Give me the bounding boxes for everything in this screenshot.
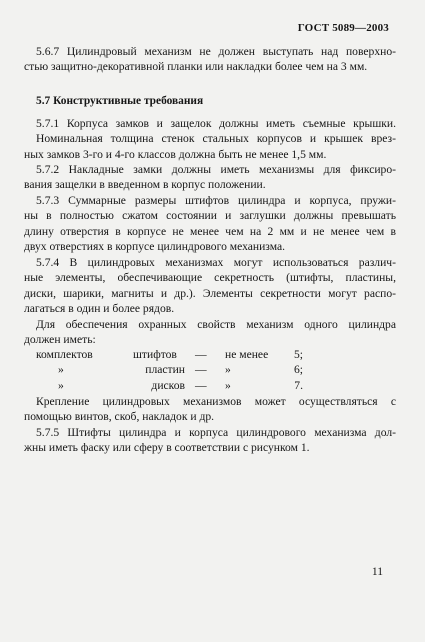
list-item (24, 362, 396, 377)
requirements-list (24, 347, 396, 393)
paragraph-5-7-1 (24, 116, 396, 162)
list-value: 7. (294, 378, 303, 392)
text-line: 5.7.2 Накладные замки должны иметь механизмы для фиксиро- (36, 163, 396, 176)
text-line: длину отверстия в корпусе не менее чем на 2 мм и не менее чем в (24, 224, 396, 238)
text-line: двух отверстиях в корпусе цилиндрового механизма. (24, 240, 286, 254)
text-line: 5.6.7 Цилиндровый механизм не должен выступать над поверхно- (36, 45, 396, 58)
text-line: 5.7.5 Штифты цилиндра и корпуса цилиндрового механизма дол- (36, 426, 396, 439)
text-line: 5.7.1 Корпуса замков и защелок должны иметь съемные крышки. (36, 117, 396, 130)
standard-code-header: ГОСТ 5089—2003 (297, 22, 389, 34)
list-item-name: штифтов (133, 348, 177, 361)
paragraph-security-intro (24, 317, 396, 348)
text-line: 5.7.3 Суммарные размеры штифтов цилиндра и корпуса, пружи- (36, 194, 396, 207)
paragraph-5-6-7 (24, 44, 396, 75)
list-value: 6; (293, 363, 303, 377)
list-dash: — (195, 378, 207, 392)
page-number: 11 (371, 565, 383, 578)
section-heading-5-7 (24, 94, 396, 109)
list-item-name: пластин (145, 363, 185, 377)
paragraph-5-7-2 (24, 162, 396, 193)
list-prefix: комплектов (36, 348, 93, 361)
paragraph-5-7-4 (24, 255, 396, 317)
text-line: ны в полностью сжатом состоянии и заглушки должны превышать (24, 209, 396, 223)
list-condition: » (225, 363, 231, 377)
paragraph-5-7-3 (24, 193, 396, 255)
text-line: лагаться в один и более рядов. (24, 302, 175, 316)
text-line: ных замков 3-го и 4-го классов должна быть не менее 1,5 мм. (24, 147, 327, 161)
text-line: Номинальная толщина стенок стальных корпусов и крышек врез- (36, 132, 396, 146)
list-condition: » (225, 378, 231, 392)
text-line: диски, шарики, магниты и др.). Элементы секретности могут распо- (24, 286, 396, 300)
list-item (24, 378, 396, 393)
list-dash: — (195, 348, 207, 361)
text-line: жны иметь фаску или сферу в соответствии с рисунком 1. (24, 441, 310, 455)
section-heading-text: 5.7 Конструктивные требования (36, 95, 204, 107)
text-line: 5.7.4 В цилиндровых механизмах могут использоваться различ- (36, 256, 396, 269)
paragraph-fastening (24, 394, 396, 425)
list-item-name: дисков (151, 378, 185, 392)
list-prefix: » (58, 378, 64, 392)
text-line: стью защитно-декоративной планки или накладки более чем на 3 мм. (24, 60, 368, 74)
text-line: помощью винтов, скоб, накладок и др. (24, 410, 215, 424)
text-line: должен иметь: (24, 333, 96, 347)
text-line: ные элементы, обеспечивающие секретность (штифты, пластины, (24, 271, 396, 285)
list-prefix: » (58, 363, 64, 377)
text-line: Для обеспечения охранных свойств механизм одного цилиндра (36, 318, 396, 331)
paragraph-5-7-5 (24, 425, 396, 456)
list-item (24, 347, 396, 362)
list-dash: — (195, 363, 207, 377)
text-line: Крепление цилиндровых механизмов может осуществляться с (36, 395, 396, 408)
list-value: 5; (293, 348, 303, 361)
text-line: вания защелки в введенном в корпус положении. (24, 178, 266, 192)
list-condition: не менее (225, 348, 269, 361)
